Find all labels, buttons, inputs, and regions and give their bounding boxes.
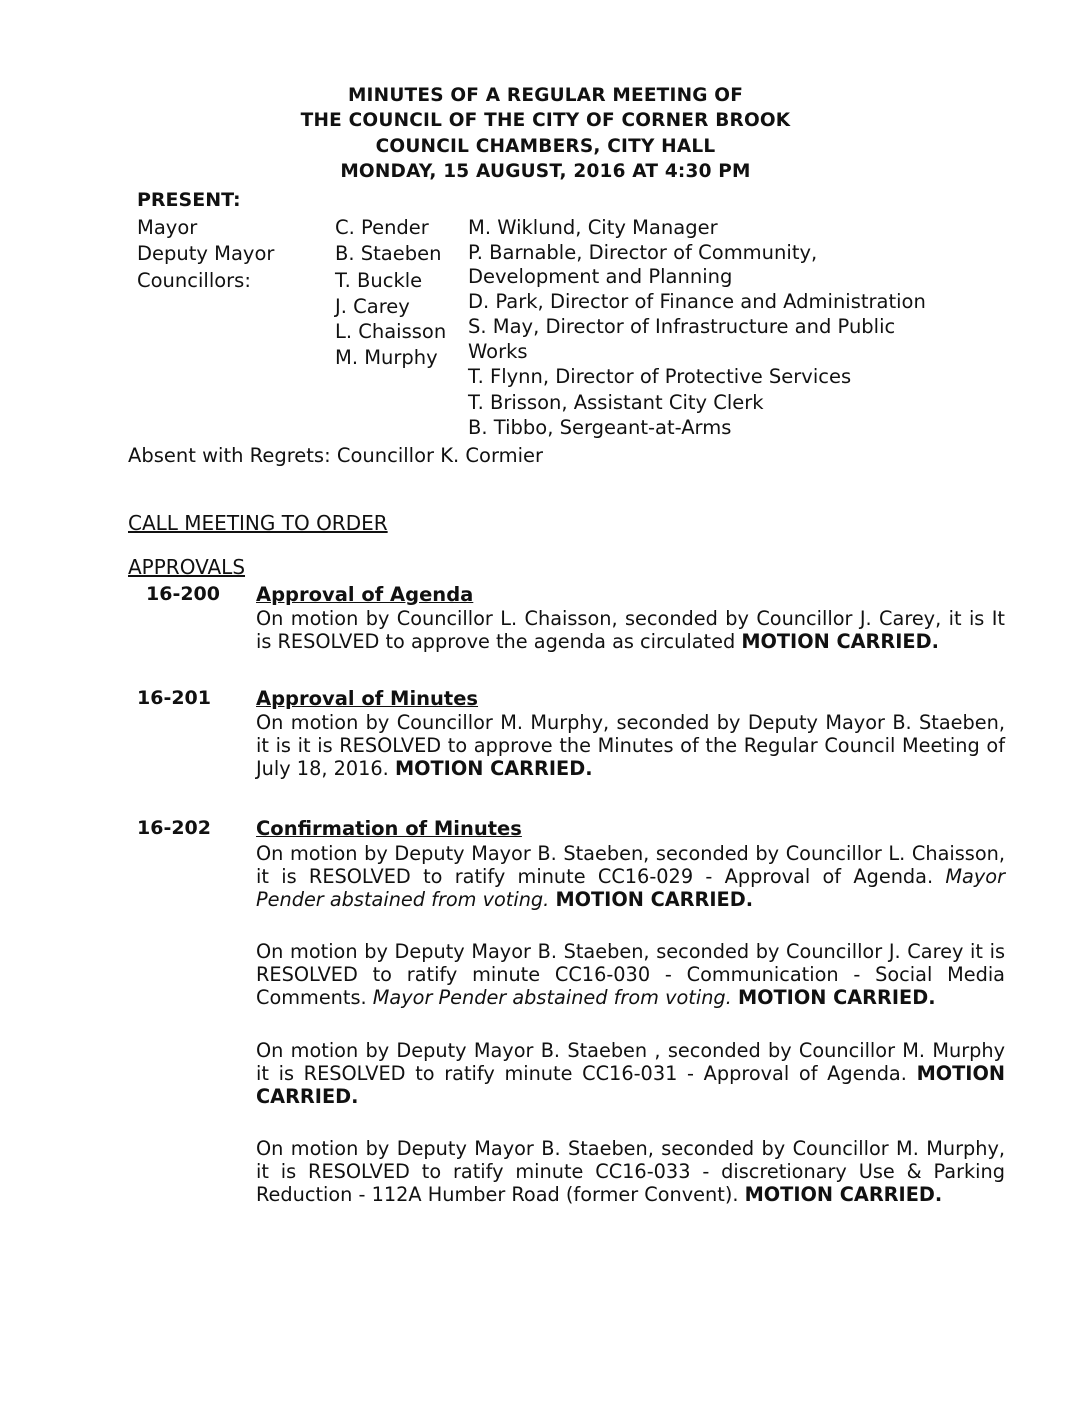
- staff-line: B. Tibbo, Sergeant-at-Arms: [468, 416, 732, 439]
- item-paragraph: On motion by Deputy Mayor B. Staeben, seconded by Councillor M. Murphy, it is RESOLVED to ratify minute CC16-033 - discretionary Use & Parking Reduction - 112A Humber Road (former Convent). MOTION CARRIED.: [256, 1137, 1005, 1206]
- member-name: C. Pender: [335, 216, 429, 239]
- item-number: 16-200: [146, 583, 220, 605]
- staff-line: M. Wiklund, City Manager: [468, 216, 718, 239]
- member-name: L. Chaisson: [335, 320, 447, 343]
- item-paragraph: On motion by Councillor L. Chaisson, seconded by Councillor J. Carey, it is It is RESOLVED to approve the agenda as circulated MOTION CARRIED.: [256, 607, 1005, 653]
- staff-line: S. May, Director of Infrastructure and Public: [468, 315, 896, 338]
- item-title: Approval of Agenda: [256, 583, 474, 606]
- item-title: Confirmation of Minutes: [256, 817, 522, 840]
- role-councillors: Councillors:: [137, 269, 251, 292]
- staff-line: T. Flynn, Director of Protective Services: [468, 365, 852, 388]
- member-name: J. Carey: [335, 295, 410, 318]
- section-call-to-order: CALL MEETING TO ORDER: [128, 511, 388, 535]
- section-approvals: APPROVALS: [128, 555, 246, 579]
- role-mayor: Mayor: [137, 216, 198, 239]
- member-name: B. Staeben: [335, 242, 442, 265]
- member-name: T. Buckle: [335, 269, 423, 292]
- title-line-2: THE COUNCIL OF THE CITY OF CORNER BROOK: [300, 110, 791, 131]
- role-deputy-mayor: Deputy Mayor: [137, 242, 275, 265]
- item-number: 16-202: [137, 817, 211, 839]
- staff-line: D. Park, Director of Finance and Administration: [468, 290, 926, 313]
- staff-line: Works: [468, 340, 528, 363]
- title-line-1: MINUTES OF A REGULAR MEETING OF: [347, 85, 744, 106]
- staff-line: Development and Planning: [468, 265, 733, 288]
- item-title: Approval of Minutes: [256, 687, 479, 710]
- absent-line: Absent with Regrets: Councillor K. Cormier: [128, 444, 544, 467]
- title-line-4: MONDAY, 15 AUGUST, 2016 AT 4:30 PM: [340, 161, 751, 182]
- staff-line: P. Barnable, Director of Community,: [468, 241, 818, 264]
- item-paragraph: On motion by Deputy Mayor B. Staeben, seconded by Councillor L. Chaisson, it is RESOLVED to ratify minute CC16-029 - Approval of Agenda. Mayor Pender abstained from voting. MOTION CARRIED.: [256, 842, 1005, 911]
- staff-line: T. Brisson, Assistant City Clerk: [468, 391, 764, 414]
- item-paragraph: On motion by Councillor M. Murphy, seconded by Deputy Mayor B. Staeben, it is it is RESOLVED to approve the Minutes of the Regular Council Meeting of July 18, 2016. MOTION CARRIED.: [256, 711, 1005, 780]
- present-heading: PRESENT:: [137, 189, 241, 211]
- item-number: 16-201: [137, 687, 211, 709]
- member-name: M. Murphy: [335, 346, 438, 369]
- item-paragraph: On motion by Deputy Mayor B. Staeben , seconded by Councillor M. Murphy it is RESOLVED to ratify minute CC16-031 - Approval of Agenda. MOTION CARRIED.: [256, 1039, 1005, 1108]
- title-line-3: COUNCIL CHAMBERS, CITY HALL: [375, 136, 716, 157]
- item-paragraph: On motion by Deputy Mayor B. Staeben, seconded by Councillor J. Carey it is RESOLVED to ratify minute CC16-030 - Communication - Social Media Comments. Mayor Pender abstained from voting. MOTION CARRIED.: [256, 940, 1005, 1009]
